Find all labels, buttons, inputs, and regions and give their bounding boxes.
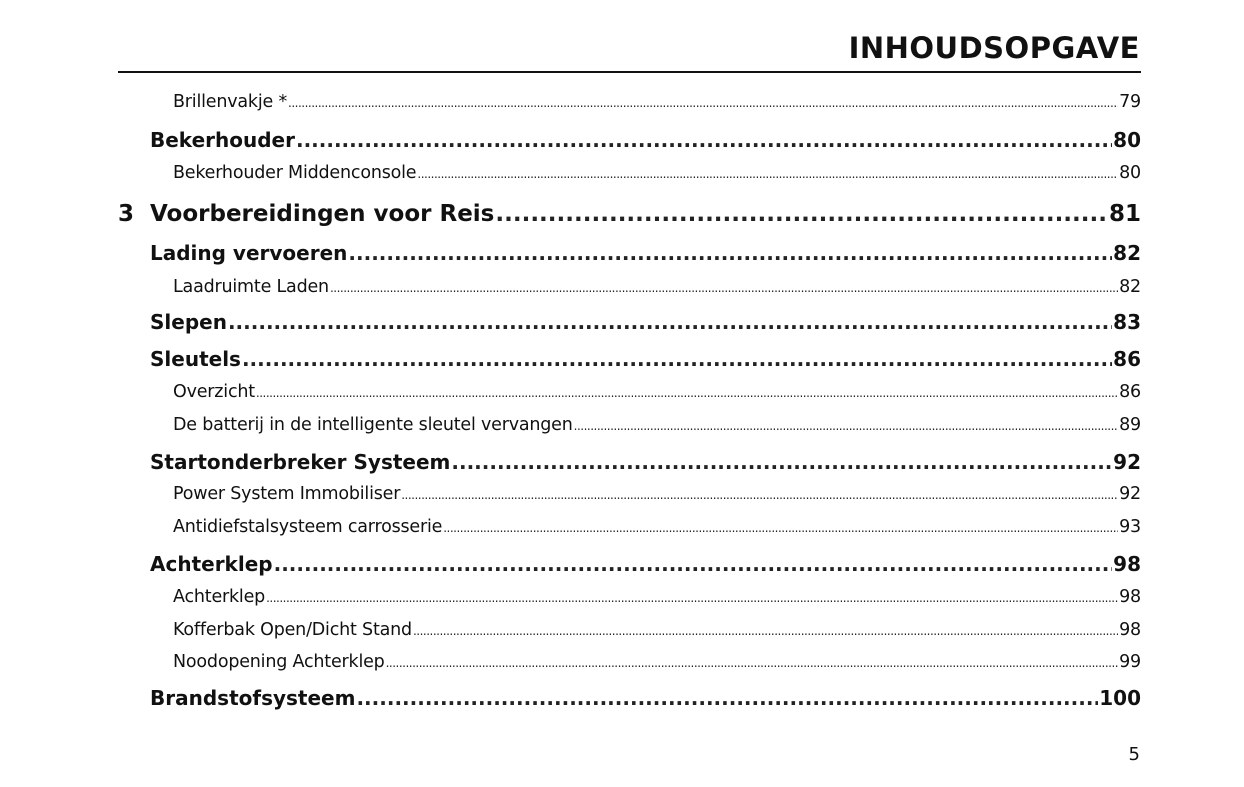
toc-entry-label: Brillenvakje *	[173, 92, 288, 112]
dot-leader	[356, 686, 1098, 710]
toc-entry-label: Bekerhouder Middenconsole	[173, 163, 417, 183]
dot-leader	[242, 347, 1112, 371]
dot-leader	[330, 281, 1118, 295]
toc-entry[interactable]	[173, 382, 1141, 402]
toc-entry[interactable]	[150, 686, 1141, 710]
toc-entry-page: 92	[1119, 484, 1141, 504]
toc-entry-page: 83	[1113, 310, 1141, 334]
toc-entry-page: 86	[1113, 347, 1141, 371]
dot-leader	[266, 591, 1118, 605]
toc-entry[interactable]	[173, 620, 1141, 640]
toc-entry-page: 99	[1119, 652, 1141, 672]
toc-entry-page: 82	[1119, 277, 1141, 297]
toc-entry-page: 80	[1119, 163, 1141, 183]
toc-entry-label: Noodopening Achterklep	[173, 652, 385, 672]
toc-entry-label: Brandstofsysteem	[150, 686, 356, 710]
toc-entry[interactable]	[173, 92, 1141, 112]
toc-entry-page: 98	[1119, 587, 1141, 607]
dot-leader	[451, 450, 1112, 474]
dot-leader	[443, 521, 1118, 535]
dot-leader	[228, 310, 1112, 334]
toc-entry[interactable]	[173, 587, 1141, 607]
toc-entry-page: 80	[1113, 128, 1141, 152]
dot-leader	[296, 128, 1112, 152]
toc-entry-page: 100	[1099, 686, 1141, 710]
toc-entry-page: 89	[1119, 415, 1141, 435]
toc-entry-label: Achterklep	[150, 552, 273, 576]
dot-leader	[574, 419, 1118, 433]
toc-chapter-heading	[118, 201, 494, 227]
toc-entry[interactable]	[150, 128, 1141, 152]
toc-entry-page: 92	[1113, 450, 1141, 474]
toc-entry-label: Achterklep	[173, 587, 266, 607]
dot-leader	[256, 386, 1118, 400]
toc-entry-page: 98	[1113, 552, 1141, 576]
toc-entry[interactable]	[173, 163, 1141, 183]
toc-entry-page: 98	[1119, 620, 1141, 640]
toc-entry-label: Power System Immobiliser	[173, 484, 401, 504]
toc-entry[interactable]	[150, 310, 1141, 334]
toc-entry-label: Sleutels	[150, 347, 241, 371]
toc-entry[interactable]	[173, 652, 1141, 672]
toc-entry-label: Startonderbreker Systeem	[150, 450, 451, 474]
toc-chapter-entry[interactable]	[118, 201, 1141, 227]
toc-entry[interactable]	[150, 241, 1141, 265]
dot-leader	[401, 488, 1118, 502]
dot-leader	[288, 96, 1118, 110]
toc-entry-label: De batterij in de intelligente sleutel vervangen	[173, 415, 573, 435]
dot-leader	[495, 201, 1108, 227]
dot-leader	[413, 624, 1118, 638]
header-divider	[118, 71, 1141, 73]
toc-entry[interactable]	[173, 484, 1141, 504]
toc-entry-label: Antidiefstalsysteem carrosserie	[173, 517, 443, 537]
toc-entry-label: Overzicht	[173, 382, 255, 402]
toc-entry[interactable]	[150, 347, 1141, 371]
dot-leader	[386, 656, 1119, 670]
page-number: 5	[1128, 744, 1140, 765]
chapter-number: 3	[118, 201, 135, 227]
dot-leader	[417, 167, 1118, 181]
toc-entry-label: Slepen	[150, 310, 227, 334]
toc-entry-page: 79	[1119, 92, 1141, 112]
toc-entry-page: 81	[1108, 201, 1141, 227]
toc-entry-label: Laadruimte Laden	[173, 277, 329, 297]
toc-entry-page: 86	[1119, 382, 1141, 402]
toc-entry[interactable]	[173, 277, 1141, 297]
toc-entry-label: Voorbereidingen voor Reis	[150, 201, 495, 227]
toc-entry-label: Kofferbak Open/Dicht Stand	[173, 620, 412, 640]
page-title: INHOUDSOPGAVE	[848, 31, 1140, 65]
toc-entry-label: Lading vervoeren	[150, 241, 348, 265]
toc-entry[interactable]	[150, 552, 1141, 576]
dot-leader	[348, 241, 1112, 265]
toc-entry[interactable]	[173, 415, 1141, 435]
dot-leader	[274, 552, 1113, 576]
toc-entry-page: 93	[1119, 517, 1141, 537]
toc-entry-page: 82	[1113, 241, 1141, 265]
toc-entry-label: Bekerhouder	[150, 128, 295, 152]
toc-entry[interactable]	[150, 450, 1141, 474]
toc-entry[interactable]	[173, 517, 1141, 537]
